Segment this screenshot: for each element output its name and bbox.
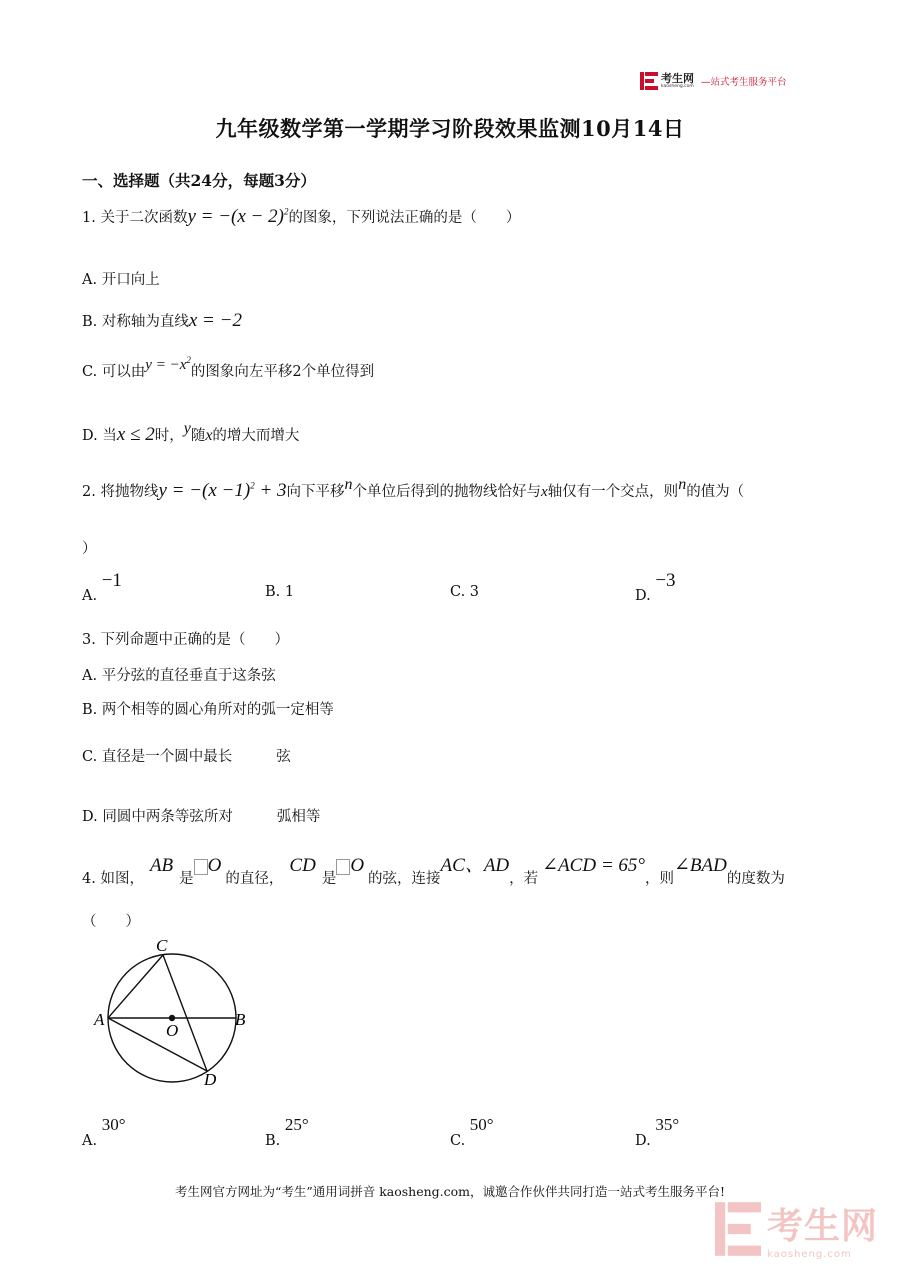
question-1 xyxy=(82,206,520,228)
q3-option-b: B. 两个相等的圆心角所对的弧一定相等 xyxy=(82,702,334,718)
q2-option-c: C. 3 xyxy=(450,584,480,600)
q1-c-formula: $y = -x^2$ xyxy=(145,355,191,373)
q1-option-b: B. 对称轴为直线x = −2 xyxy=(82,310,242,331)
q4-paren: （ ） xyxy=(82,914,140,930)
question-2: 2. 将抛物线$y = -(x -1)^2 + 3$向下平移n个单位后得到的抛物线恰好与x轴仅有一个交点，则n的值为（ xyxy=(82,476,745,501)
section-heading: 一、选择题（共24分，每题3分） xyxy=(82,171,316,190)
footer-text: 考生网官方网址为“考生”通用词拼音 kaosheng.com，诚邀合作伙伴共同打造一站式考生服务平台! xyxy=(174,1184,726,1199)
watermark-text: 考生网 xyxy=(767,1206,879,1247)
label-d: D xyxy=(204,1070,217,1089)
circle-figure xyxy=(85,935,265,1095)
label-a: A xyxy=(94,1010,105,1029)
question-3: 3. 下列命题中正确的是（ ） xyxy=(82,632,289,648)
q3-option-a: A. 平分弦的直径垂直于这条弦 xyxy=(82,668,276,684)
q2-option-d: D. −3 xyxy=(635,570,676,604)
q2-option-b: B. 1 xyxy=(265,584,295,600)
q1-stem-after: 的图象，下列说法正确的是（ ） xyxy=(288,210,521,226)
brand-domain: kaosheng.com xyxy=(661,84,694,89)
label-b: B xyxy=(235,1010,246,1029)
brand-slogan: —站式考生服务平台 xyxy=(701,77,787,88)
q2-stem-close: ） xyxy=(82,541,97,557)
label-c: C xyxy=(156,936,168,955)
question-4: 4. 如图，AB是O的直径，CD是O的弦，连接AC、AD，若∠ACD = 65°，则∠BAD的度数为 xyxy=(82,855,785,887)
q2-formula: $y = -(x -1)^2 + 3$ xyxy=(158,480,287,501)
q1-option-a: A. 开口向上 xyxy=(82,272,160,288)
q3-option-c: C. 直径是一个圆中最长 弦 xyxy=(82,749,291,765)
label-o: O xyxy=(166,1021,179,1040)
q1-option-c: C. 可以由$y = -x^2$的图象向左平移2个单位得到 xyxy=(82,355,375,380)
q4-option-c: C. 50° xyxy=(450,1115,494,1149)
q4-option-d: D. 35° xyxy=(635,1115,680,1149)
page-title: 九年级数学第一学期学习阶段效果监测10月14日 xyxy=(215,116,685,141)
circle-symbol-missing-glyph xyxy=(194,859,208,875)
q1-formula: $y = -(x - 2)^2$ xyxy=(187,206,289,227)
q2-option-a: A. −1 xyxy=(82,570,122,604)
chord-ad xyxy=(108,1018,207,1071)
header-brand xyxy=(640,72,787,90)
q4-option-b: B. 25° xyxy=(265,1115,309,1149)
watermark-sub: kaosheng.com xyxy=(767,1249,852,1260)
chord-cd xyxy=(163,955,207,1071)
q1-number: 1. xyxy=(82,210,96,226)
brand-name: 考生网 xyxy=(661,72,694,85)
circle-symbol-missing-glyph xyxy=(336,859,350,875)
q1-option-d: D. 当x ≤ 2时，y随x的增大而增大 xyxy=(82,420,300,445)
q3-option-d: D. 同圆中两条等弦所对 弧相等 xyxy=(82,809,321,825)
q1-stem-before: 关于二次函数 xyxy=(100,210,188,226)
q1-b-formula: x = −2 xyxy=(188,310,242,331)
watermark-logo-icon xyxy=(715,1202,761,1256)
q1-d-formula: x ≤ 2 xyxy=(116,424,155,445)
watermark xyxy=(715,1198,878,1260)
q4-option-a: A. 30° xyxy=(82,1115,126,1149)
brand-logo-icon xyxy=(640,72,658,90)
